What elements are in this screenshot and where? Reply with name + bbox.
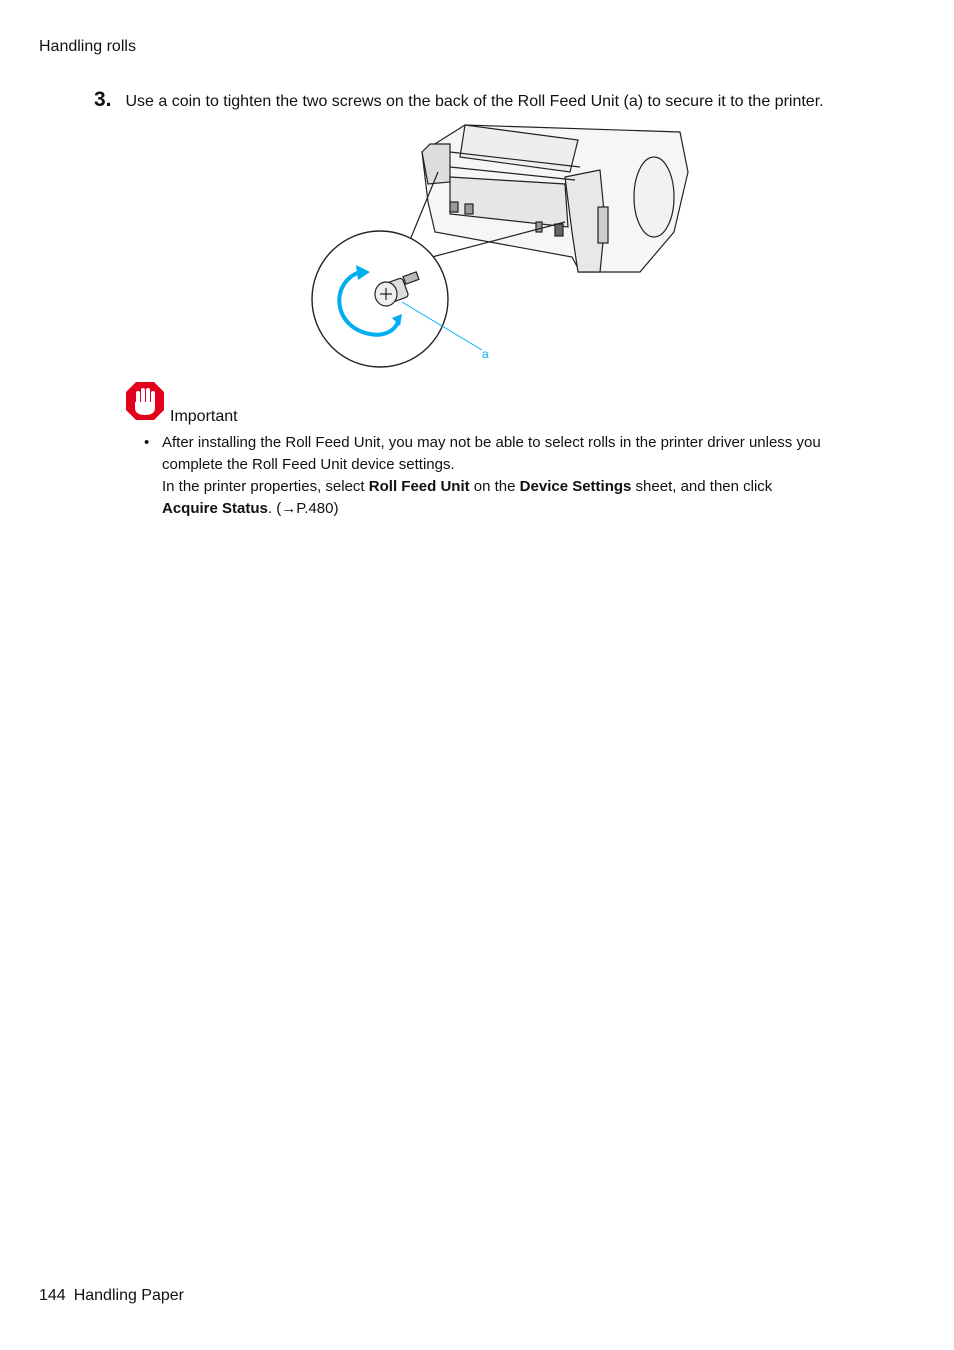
step-instruction: Use a coin to tighten the two screws on the back of the Roll Feed Unit (a) to secure it to the printer. [125, 93, 824, 110]
note-text: In the printer properties, select [162, 478, 369, 495]
note-text: on the [469, 478, 520, 495]
term-device-settings: Device Settings [519, 478, 632, 495]
page-number: 144 [39, 1287, 66, 1304]
chapter-title: Handling Paper [73, 1287, 184, 1304]
important-bullet-list [142, 432, 882, 520]
note-line-4 [162, 498, 882, 520]
page-footer [39, 1287, 184, 1305]
list-item [142, 432, 882, 520]
running-header: Handling rolls [39, 38, 136, 55]
printer-rear-illustration [310, 122, 690, 370]
note-line-3 [162, 476, 882, 498]
printer-drawing [422, 125, 688, 272]
bullet-marker: • [144, 434, 150, 451]
stop-hand-icon [124, 380, 166, 422]
step-number: 3. [94, 88, 112, 111]
page-reference-link[interactable]: . (→P.480) [267, 500, 339, 517]
step-3 [94, 88, 894, 112]
note-text: sheet, and then click [631, 478, 773, 495]
term-acquire-status: Acquire Status [162, 500, 268, 517]
callout-label-a: a [482, 347, 489, 361]
term-roll-feed-unit: Roll Feed Unit [368, 478, 470, 495]
important-label: Important [170, 408, 238, 425]
note-line-2: complete the Roll Feed Unit device settings. [162, 456, 455, 473]
note-line-1: After installing the Roll Feed Unit, you may not be able to select rolls in the printer driver unless you [162, 434, 821, 451]
